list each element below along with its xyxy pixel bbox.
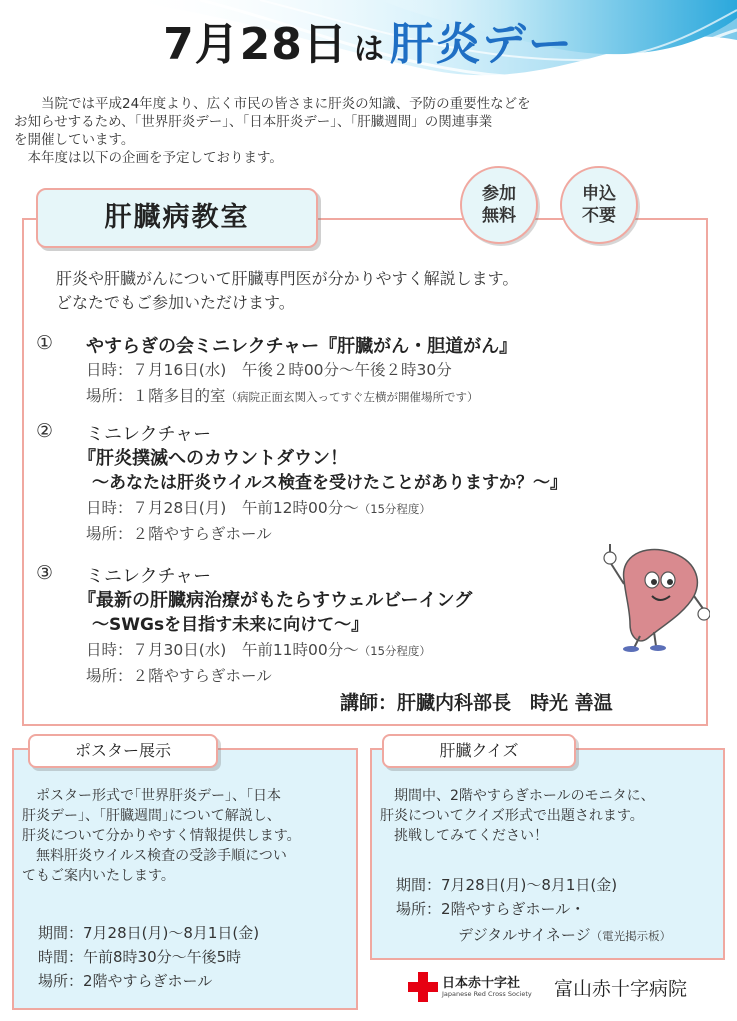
free-badge-line2: 無料 — [482, 206, 516, 226]
poster-line: 肝炎デー｣、｢肝臓週間｣について解説し、 — [22, 808, 281, 824]
poster-line: 肝炎について分かりやすく情報提供します。 — [22, 828, 301, 844]
quiz-place-cont — [458, 924, 671, 947]
poster-line: てもご案内いたします。 — [22, 868, 175, 884]
free-badge-line1: 参加 — [482, 184, 516, 204]
poster-description — [22, 786, 352, 886]
footer-logo — [408, 968, 728, 1008]
item-subtitle: ～SWGsを目指す未来に向けて～』 — [92, 615, 369, 635]
title-date: 7月28日 — [163, 19, 348, 70]
item-place: 場所：２階やすらぎホール — [86, 525, 272, 543]
jrc-name: 日本赤十字社 — [442, 976, 521, 991]
item-place — [86, 384, 479, 406]
classroom-desc-line2: どなたでもご参加いただけます。 — [56, 293, 295, 312]
item-datetime-text: 日時：７月30日(水) 午前11時00分～ — [86, 641, 359, 659]
item-title: 『肝炎撲滅へのカウントダウン！ — [78, 448, 348, 469]
item-datetime-note: （15分程度） — [358, 644, 431, 658]
item-heading: ミニレクチャー — [86, 424, 212, 445]
poster-place: 場所：2階やすらぎホール — [38, 972, 213, 990]
item-datetime: 日時：７月16日(水) 午後２時00分～午後２時30分 — [86, 361, 452, 379]
quiz-tab: 肝臓クイズ — [382, 734, 576, 768]
item-subtitle: ～あなたは肝炎ウイルス検査を受けたことがありますか？～』 — [92, 473, 567, 493]
item-datetime — [86, 638, 431, 660]
item-number: ② — [36, 420, 54, 442]
item-place-text: 場所：１階多目的室 — [86, 387, 226, 405]
classroom-desc-line1: 肝炎や肝臓がんについて肝臓専門医が分かりやすく解説します。 — [56, 269, 519, 288]
item-title: やすらぎの会ミニレクチャー『肝臓がん・胆道がん』 — [86, 336, 518, 357]
intro-text — [14, 95, 714, 167]
quiz-line: 期間中、2階やすらぎホールのモニタに、 — [394, 788, 655, 804]
title-event: 肝炎デー — [389, 19, 574, 70]
poster-tab: ポスター展示 — [28, 734, 218, 768]
poster-period: 期間：7月28日(月)～8月1日(金) — [38, 924, 260, 942]
poster-line: 無料肝炎ウイルス検査の受診手順につい — [36, 848, 287, 864]
item-number: ① — [36, 332, 54, 354]
intro-line: 本年度は以下の企画を予定しております。 — [27, 150, 283, 166]
no-application-badge — [560, 166, 638, 244]
item-title: 『最新の肝臓病治療がもたらすウェルビーイング — [78, 590, 473, 611]
page-title — [0, 8, 737, 72]
poster-time: 時間：午前8時30分～午後5時 — [38, 948, 242, 966]
jrc-english: Japanese Red Cross Society — [442, 990, 532, 998]
lecturer: 講師：肝臓内科部長 時光 善温 — [340, 692, 613, 714]
no-application-badge-line1: 申込 — [582, 184, 616, 204]
item-heading: ミニレクチャー — [86, 566, 212, 587]
item-place-note: （病院正面玄関入ってすぐ左横が開催場所です） — [225, 390, 479, 404]
poster-line: ポスター形式で｢世界肝炎デー｣、｢日本 — [36, 788, 281, 804]
item-datetime-text: 日時：７月28日(月) 午前12時00分～ — [86, 499, 359, 517]
quiz-place-line2: デジタルサイネージ — [458, 926, 591, 944]
classroom-tab: 肝臓病教室 — [36, 188, 318, 248]
item-place: 場所：２階やすらぎホール — [86, 667, 272, 685]
item-datetime-note: （15分程度） — [358, 502, 431, 516]
quiz-line: 挑戦してみてください！ — [394, 828, 548, 844]
quiz-period: 期間：7月28日(月)～8月1日(金) — [396, 876, 618, 894]
quiz-description — [380, 786, 720, 846]
red-cross-icon — [408, 972, 438, 1002]
liver-mascot-illustration — [600, 540, 710, 652]
item-number: ③ — [36, 562, 54, 584]
quiz-place: 場所：2階やすらぎホール・ — [396, 900, 586, 918]
quiz-line: 肝炎についてクイズ形式で出題されます。 — [380, 808, 644, 824]
intro-line: を開催しています。 — [14, 132, 135, 148]
intro-line: 当院では平成24年度より、広く市民の皆さまに肝炎の知識、予防の重要性などを — [41, 96, 531, 112]
title-particle: は — [353, 32, 384, 67]
no-application-badge-line2: 不要 — [582, 206, 616, 226]
intro-line: お知らせするため、「世界肝炎デー」、「日本肝炎デー」、「肝臓週間」の関連事業 — [14, 114, 493, 130]
item-datetime — [86, 496, 431, 518]
hospital-name: 富山赤十字病院 — [554, 978, 688, 1000]
free-badge — [460, 166, 538, 244]
quiz-place-note: （電光掲示板） — [590, 929, 672, 943]
